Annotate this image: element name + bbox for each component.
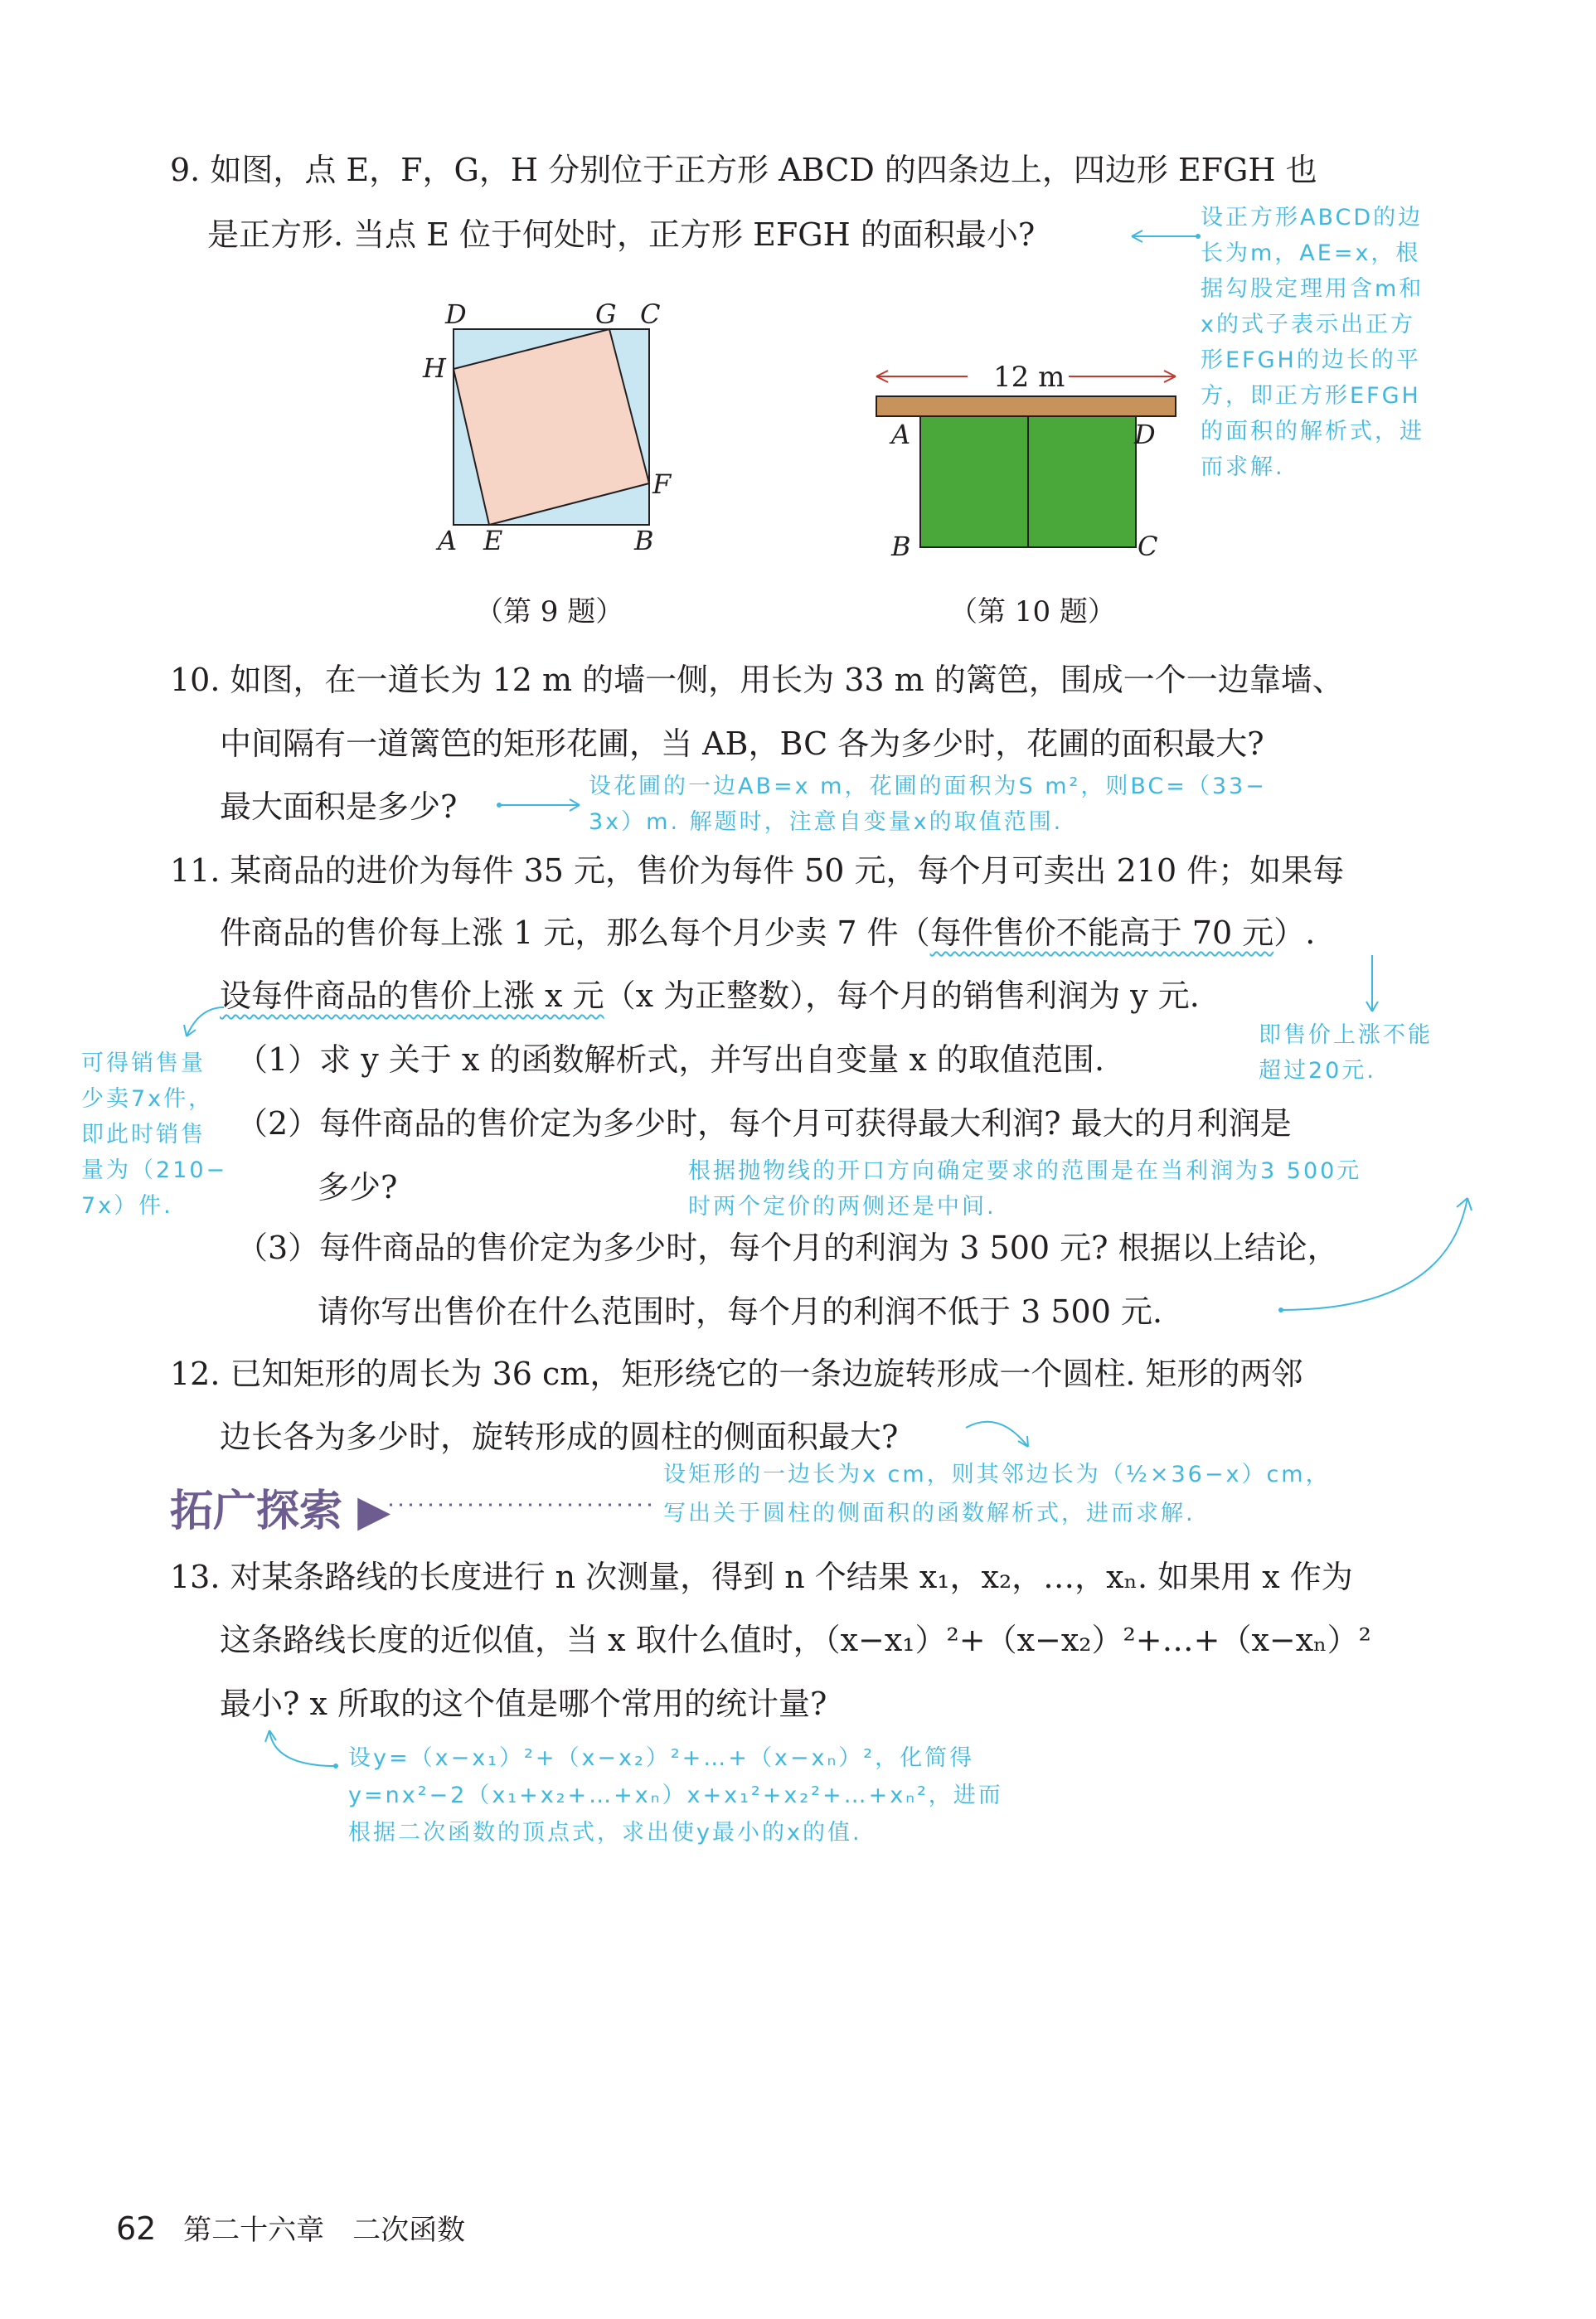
q11-sub3-line1: （3）每件商品的售价定为多少时，每个月的利润为 3 500 元? 根据以上结论， [236, 1230, 1339, 1266]
q10-length-label: 12 m [993, 361, 1065, 394]
q13-note-arrow [261, 1729, 344, 1778]
q9-label-f: F [652, 468, 672, 500]
q13-line3: 最小? x 所取的这个值是哪个常用的统计量? [220, 1686, 827, 1722]
q12-line1: 12. 已知矩形的周长为 36 cm，矩形绕它的一条边旋转形成一个圆柱. 矩形的两邻 [170, 1356, 1303, 1392]
q11-sub2-line1: （2）每件商品的售价定为多少时，每个月可获得最大利润? 最大的月利润是 [236, 1105, 1292, 1142]
page-footer [116, 2207, 465, 2248]
q9-label-c: C [640, 298, 661, 330]
q13-line2: 这条路线长度的近似值，当 x 取什么值时，（x−x₁）²+（x−x₂）²+…+（x−xₙ）² [220, 1622, 1371, 1658]
q9-figure [452, 327, 651, 526]
q11-line3: 设每件商品的售价上涨 x 元（x 为正整数），每个月的销售利润为 y 元. [220, 978, 1200, 1014]
q11-left-arrow [174, 1003, 232, 1045]
q9-caption: （第 9 题） [475, 595, 624, 628]
heading-dotted-line [390, 1499, 655, 1511]
q10-line1: 10. 如图，在一道长为 12 m 的墙一侧，用长为 33 m 的篱笆，围成一个一边靠墙、 [170, 662, 1344, 698]
q11-line2: 件商品的售价每上涨 1 元，那么每个月少卖 7 件（每件售价不能高于 70 元）. [220, 915, 1316, 951]
q11-sub1: （1）求 y 关于 x 的函数解析式，并写出自变量 x 的取值范围. [236, 1041, 1105, 1078]
q11-sub3-line2: 请你写出售价在什么范围时，每个月的利润不低于 3 500 元. [318, 1293, 1163, 1330]
q9-note-arrow [1128, 224, 1202, 249]
q10-label-b: B [891, 531, 911, 562]
q9-label-d: D [445, 298, 467, 330]
q10-label-c: C [1138, 531, 1158, 562]
q10-line3: 最大面积是多少? [220, 788, 458, 825]
q9-line1: 9. 如图，点 E，F，G，H 分别位于正方形 ABCD 的四条边上，四边形 EFGH 也 [170, 152, 1317, 188]
q11-sub2-line2: 多少? [318, 1169, 398, 1206]
q11-line1: 11. 某商品的进价为每件 35 元，售价为每件 50 元，每个月可卖出 210 件；如果每 [170, 852, 1345, 889]
q9-label-a: A [438, 525, 458, 556]
chapter-title: 第二十六章 二次函数 [183, 2214, 466, 2247]
q11-mid-arrow [1264, 1194, 1480, 1318]
q9-label-g: G [595, 298, 617, 330]
q11-right-arrow [1360, 953, 1385, 1016]
q9-line2: 是正方形. 当点 E 位于何处时，正方形 EFGH 的面积最小? [207, 216, 1036, 253]
q10-label-a: A [891, 419, 911, 450]
q9-label-e: E [483, 525, 503, 556]
q12-note-arrow [962, 1409, 1036, 1455]
q10-caption: （第 10 题） [949, 595, 1116, 628]
q10-label-d: D [1134, 419, 1156, 450]
textbook-page: 9. 如图，点 E，F，G，H 分别位于正方形 ABCD 的四条边上，四边形 EFGH 也 是正方形. 当点 E 位于何处时，正方形 EFGH 的面积最小? 设正方形ABCD的边 长为m，AE=x，根 据勾股定理用含m和 x的式子表示出正方 形EFGH的边长的平 方，即正方形EFGH 的面积的解析式，进 而求解. D G C H F A E B （第 9 题） 12 m A D B C （第 10 题） 10. 如图，在一道长为 12 m 的墙一侧，用长为 33 m 的篱笆，围成一个一边靠墙、 中间隔有一道篱笆的矩形花圃，当 AB，BC 各为多少时，花圃的面积最大? 最大面积是多少? 设花圃的一边AB=x m，花圃的面积为S m²，则BC=（33− 3x）m. 解题时，注意自变量x的取值范围. 11. 某商品的进价为每件 35 元，售价为每件 50 元，每个月可卖出 210 件；如果每 件商品的售价每上涨 1 元，那么每个月少卖 7 件（每件售价不能高于 70 元）. 设每件商品的售价上涨 x 元（x 为正整数），每个月的销售利润为 y 元. 即售价上涨不能 超过20元. 可得销售量 少卖7x件， 即此时销售 量为（210− 7x）件. （1）求 y 关于 x 的函数解析式，并写出自变量 x 的取值范围. （2）每件商品的售价定为多少时，每个月可获得最大利润? 最大的月利润是 多少? 根据抛物线的开口方向确定要求的范围是在当利润为3 500元 时两个定价的两侧还是中间. （3）每件商品的售价定为多少时，每个月的利润为 3 500 元? 根据以上结论， 请你写出售价在什么范围时，每个月的利润不低于 3 500 元. 12. 已知矩形的周长为 36 cm，矩形绕它的一条边旋转形成一个圆柱. 矩形的两邻 边长各为多少时，旋转形成的圆柱的侧面积最大? 设矩形的一边长为x cm，则其邻边长为（½×36−x）cm， 写出关于圆柱的侧面积的函数解析式，进而求解. 拓广探索 ▶ 13. 对某条路线的长度进行 n 次测量，得到 n 个结果 x₁，x₂，…，xₙ. 如果用 x 作为 这条路线长度的近似值，当 x 取什么值时，（x−x₁）²+（x−x₂）²+…+（x−xₙ）² 最小? x 所取的这个值是哪个常用的统计量? 设y=（x−x₁）²+（x−x₂）²+…+（x−xₙ）²，化简得 y=nx²−2（x₁+x₂+…+xₙ）x+x₁²+x₂²+…+xₙ²，进而 根据二次函数的顶点式，求出使y最小的x的值. 62 第二十六章 二次函数 [0, 0, 1596, 2319]
page-number: 62 [116, 2210, 157, 2247]
section-heading: 拓广探索 ▶ [170, 1487, 391, 1536]
q10-note-arrow [495, 793, 586, 817]
q9-label-h: H [423, 352, 446, 384]
q10-line2: 中间隔有一道篱笆的矩形花圃，当 AB，BC 各为多少时，花圃的面积最大? [220, 725, 1264, 762]
q9-label-b: B [634, 525, 654, 556]
q12-line2: 边长各为多少时，旋转形成的圆柱的侧面积最大? [220, 1419, 899, 1455]
q13-line1: 13. 对某条路线的长度进行 n 次测量，得到 n 个结果 x₁，x₂，…，xₙ. 如果用 x 作为 [170, 1559, 1353, 1595]
